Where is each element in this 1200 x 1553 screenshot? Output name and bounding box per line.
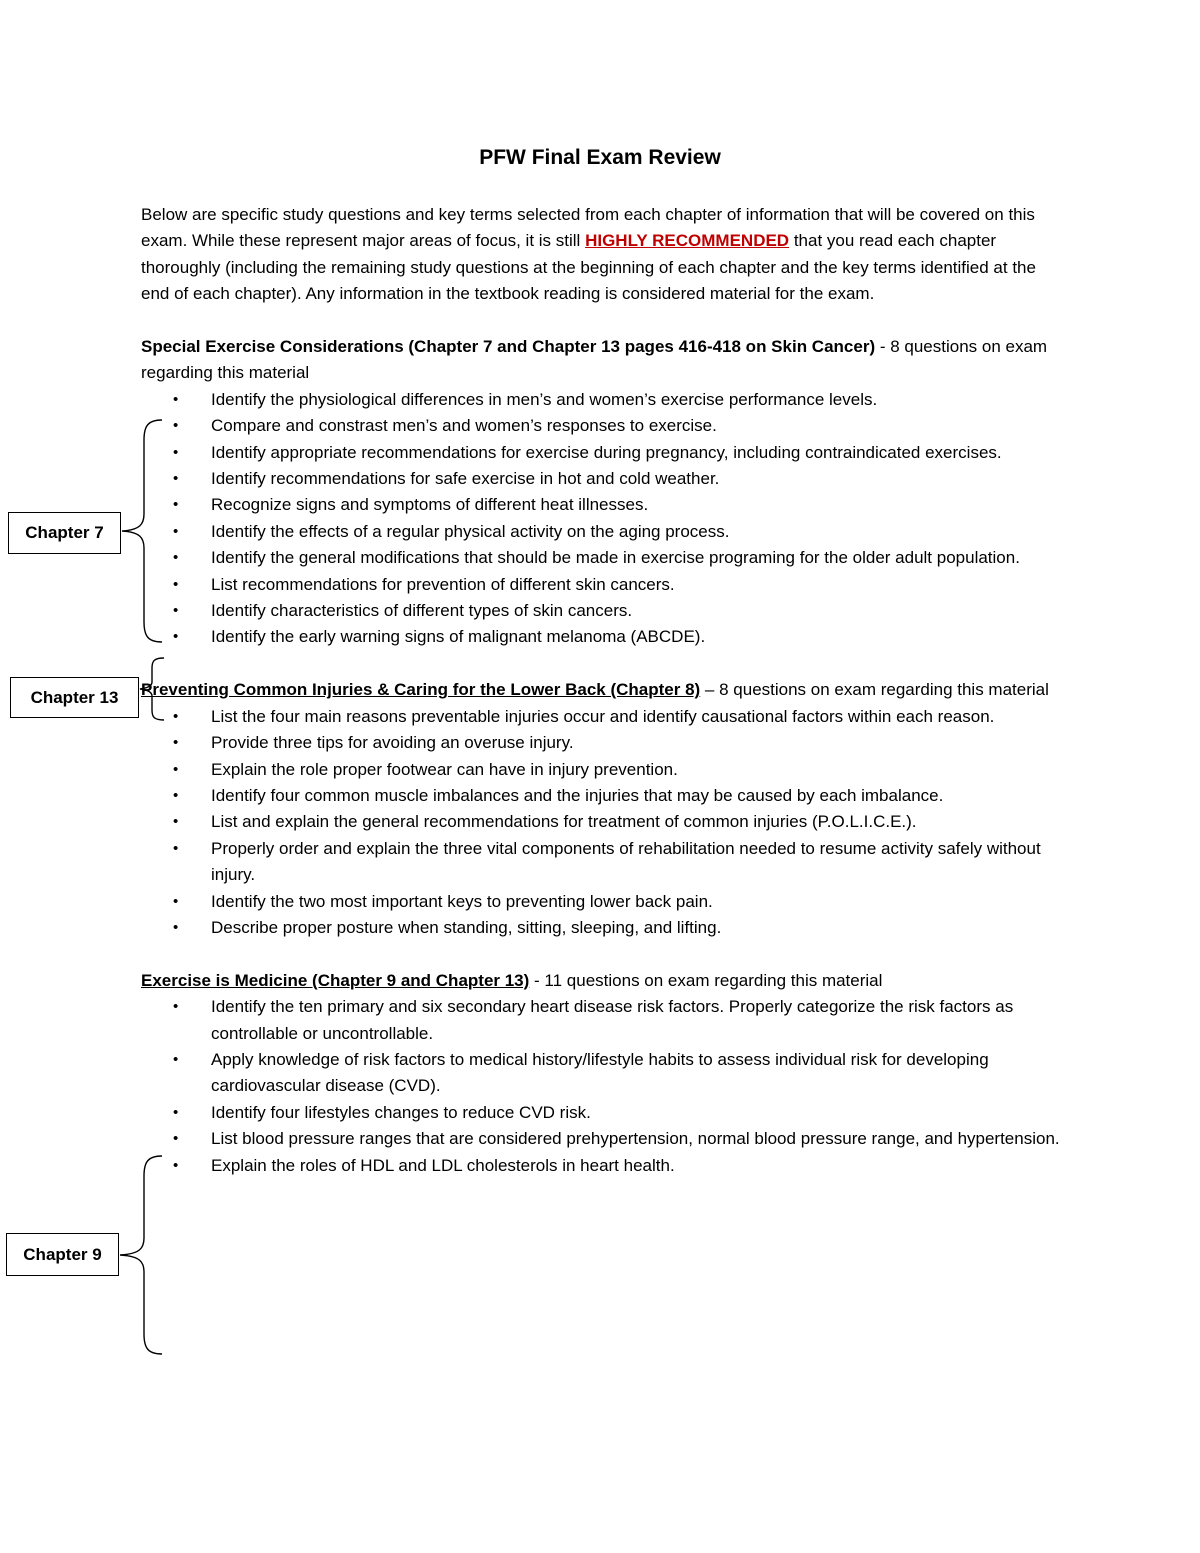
page-title: PFW Final Exam Review (479, 146, 721, 169)
list-item (141, 889, 1061, 915)
list-item (141, 492, 1061, 518)
section-question-count: – 8 questions on exam regarding this material (700, 680, 1049, 700)
bullet-icon: • (173, 602, 179, 620)
list-item (141, 572, 1061, 598)
list-item-text: List and explain the general recommendations for treatment of common injuries (P.O.L.I.C.E.). (211, 812, 917, 832)
bullet-icon: • (173, 390, 179, 408)
list-item (141, 1153, 1061, 1179)
list-item (141, 730, 1061, 756)
list-item-text: Identify the effects of a regular physical activity on the aging process. (211, 521, 730, 541)
list-item (141, 519, 1061, 545)
list-item-text: Identify characteristics of different types of skin cancers. (211, 601, 633, 621)
list-item-text: Identify appropriate recommendations for exercise during pregnancy, including contraindicated exercises. (211, 442, 1002, 462)
list-item (141, 1047, 1061, 1100)
bullet-icon: • (173, 1156, 179, 1174)
list-item (141, 440, 1061, 466)
intro-text-after: that you read each chapter thoroughly (including the remaining study questions at the beginning of each chapter and the key terms identified at the end of each chapter). Any information in the textbook reading is considered material for the exam. (141, 231, 1036, 304)
bullet-list-preventing-injuries (141, 704, 1061, 942)
bullet-icon: • (173, 786, 179, 804)
list-item-text: Identify the ten primary and six secondary heart disease risk factors. Properly categorize the risk factors as controllable or uncontrollable. (211, 997, 1014, 1043)
list-item-text: Explain the roles of HDL and LDL cholesterols in heart health. (211, 1155, 675, 1175)
bullet-icon: • (173, 813, 179, 831)
brace-chapter-7-icon (118, 418, 168, 644)
list-item-text: Properly order and explain the three vital components of rehabilitation needed to resume activity safely without injury. (211, 838, 1041, 885)
list-item (141, 994, 1061, 1047)
list-item-text: Identify four common muscle imbalances and the injuries that may be caused by each imbalance. (211, 785, 944, 805)
list-item-text: List the four main reasons preventable injuries occur and identify causational factors within each reason. (211, 706, 995, 726)
list-item-text: Identify the early warning signs of malignant melanoma (ABCDE). (211, 627, 706, 647)
list-item-text: Describe proper posture when standing, sitting, sleeping, and lifting. (211, 917, 722, 937)
bullet-icon: • (173, 628, 179, 646)
bullet-icon: • (173, 575, 179, 593)
intro-text-before: Below are specific study questions and key terms selected from each chapter of information that will be covered on this exam. While these represent major areas of focus, it is still (141, 205, 1035, 251)
list-item-text: Identify the general modifications that should be made in exercise programing for the older adult population. (211, 548, 1020, 568)
brace-chapter-13-icon (136, 656, 168, 722)
bullet-icon: • (173, 1103, 179, 1121)
bullet-list-exercise-is-medicine (141, 994, 1061, 1179)
list-item-text: Recognize signs and symptoms of different heat illnesses. (211, 495, 649, 515)
list-item-text: Identify the two most important keys to preventing lower back pain. (211, 891, 713, 911)
callout-chapter-7: Chapter 7 (8, 512, 121, 554)
bullet-icon: • (173, 549, 179, 567)
list-item (141, 809, 1061, 835)
list-item (141, 915, 1061, 941)
bullet-icon: • (173, 496, 179, 514)
bullet-icon: • (173, 707, 179, 725)
section-question-count: - 8 questions on exam regarding this material (141, 337, 1048, 383)
list-item-text: Identify four lifestyles changes to reduce CVD risk. (211, 1102, 591, 1122)
list-item (141, 545, 1061, 571)
list-item-text: Identify recommendations for safe exercise in hot and cold weather. (211, 469, 720, 489)
list-item (141, 1100, 1061, 1126)
list-item (141, 387, 1061, 413)
list-item (141, 704, 1061, 730)
intro-paragraph (141, 202, 1061, 308)
list-item (141, 598, 1061, 624)
section-heading-special-exercise (141, 334, 1061, 387)
bullet-list-special-exercise (141, 387, 1061, 651)
list-item (141, 836, 1061, 889)
section-title: Exercise is Medicine (Chapter 9 and Chapter 13) (141, 970, 530, 990)
list-item-text: Provide three tips for avoiding an overuse injury. (211, 733, 574, 753)
document-body (141, 202, 1061, 1179)
list-item (141, 757, 1061, 783)
section-title: Preventing Common Injuries & Caring for the Lower Back (Chapter 8) (141, 680, 701, 700)
list-item (141, 466, 1061, 492)
list-item (141, 1126, 1061, 1152)
bullet-icon: • (173, 734, 179, 752)
section-question-count: - 11 questions on exam regarding this material (529, 970, 883, 990)
list-item-text: Compare and constrast men’s and women’s responses to exercise. (211, 416, 717, 436)
bullet-icon: • (173, 892, 179, 910)
bullet-icon: • (173, 1050, 179, 1068)
list-item-text: Explain the role proper footwear can have in injury prevention. (211, 759, 678, 779)
bullet-icon: • (173, 522, 179, 540)
list-item-text: List recommendations for prevention of different skin cancers. (211, 574, 675, 594)
section-title: Special Exercise Considerations (Chapter 7 and Chapter 13 pages 416-418 on Skin Cancer) (141, 337, 876, 357)
section-heading-exercise-is-medicine (141, 968, 1061, 994)
callout-chapter-9: Chapter 9 (6, 1233, 119, 1276)
bullet-icon: • (173, 1130, 179, 1148)
list-item-text: Apply knowledge of risk factors to medical history/lifestyle habits to assess individual risk for developing cardiovascular disease (CVD). (211, 1049, 989, 1096)
brace-chapter-9-icon (116, 1154, 168, 1356)
list-item-text: Identify the physiological differences in men’s and women’s exercise performance levels. (211, 389, 878, 409)
bullet-icon: • (173, 998, 179, 1016)
callout-chapter-13: Chapter 13 (10, 677, 139, 718)
bullet-icon: • (173, 470, 179, 488)
list-item (141, 413, 1061, 439)
list-item-text: List blood pressure ranges that are considered prehypertension, normal blood pressure range, and hypertension. (211, 1129, 1060, 1149)
list-item (141, 624, 1061, 650)
highly-recommended-emphasis: HIGHLY RECOMMENDED (585, 231, 790, 251)
bullet-icon: • (173, 839, 179, 857)
section-heading-preventing-injuries (141, 677, 1061, 703)
bullet-icon: • (173, 918, 179, 936)
list-item (141, 783, 1061, 809)
bullet-icon: • (173, 760, 179, 778)
bullet-icon: • (173, 443, 179, 461)
bullet-icon: • (173, 417, 179, 435)
